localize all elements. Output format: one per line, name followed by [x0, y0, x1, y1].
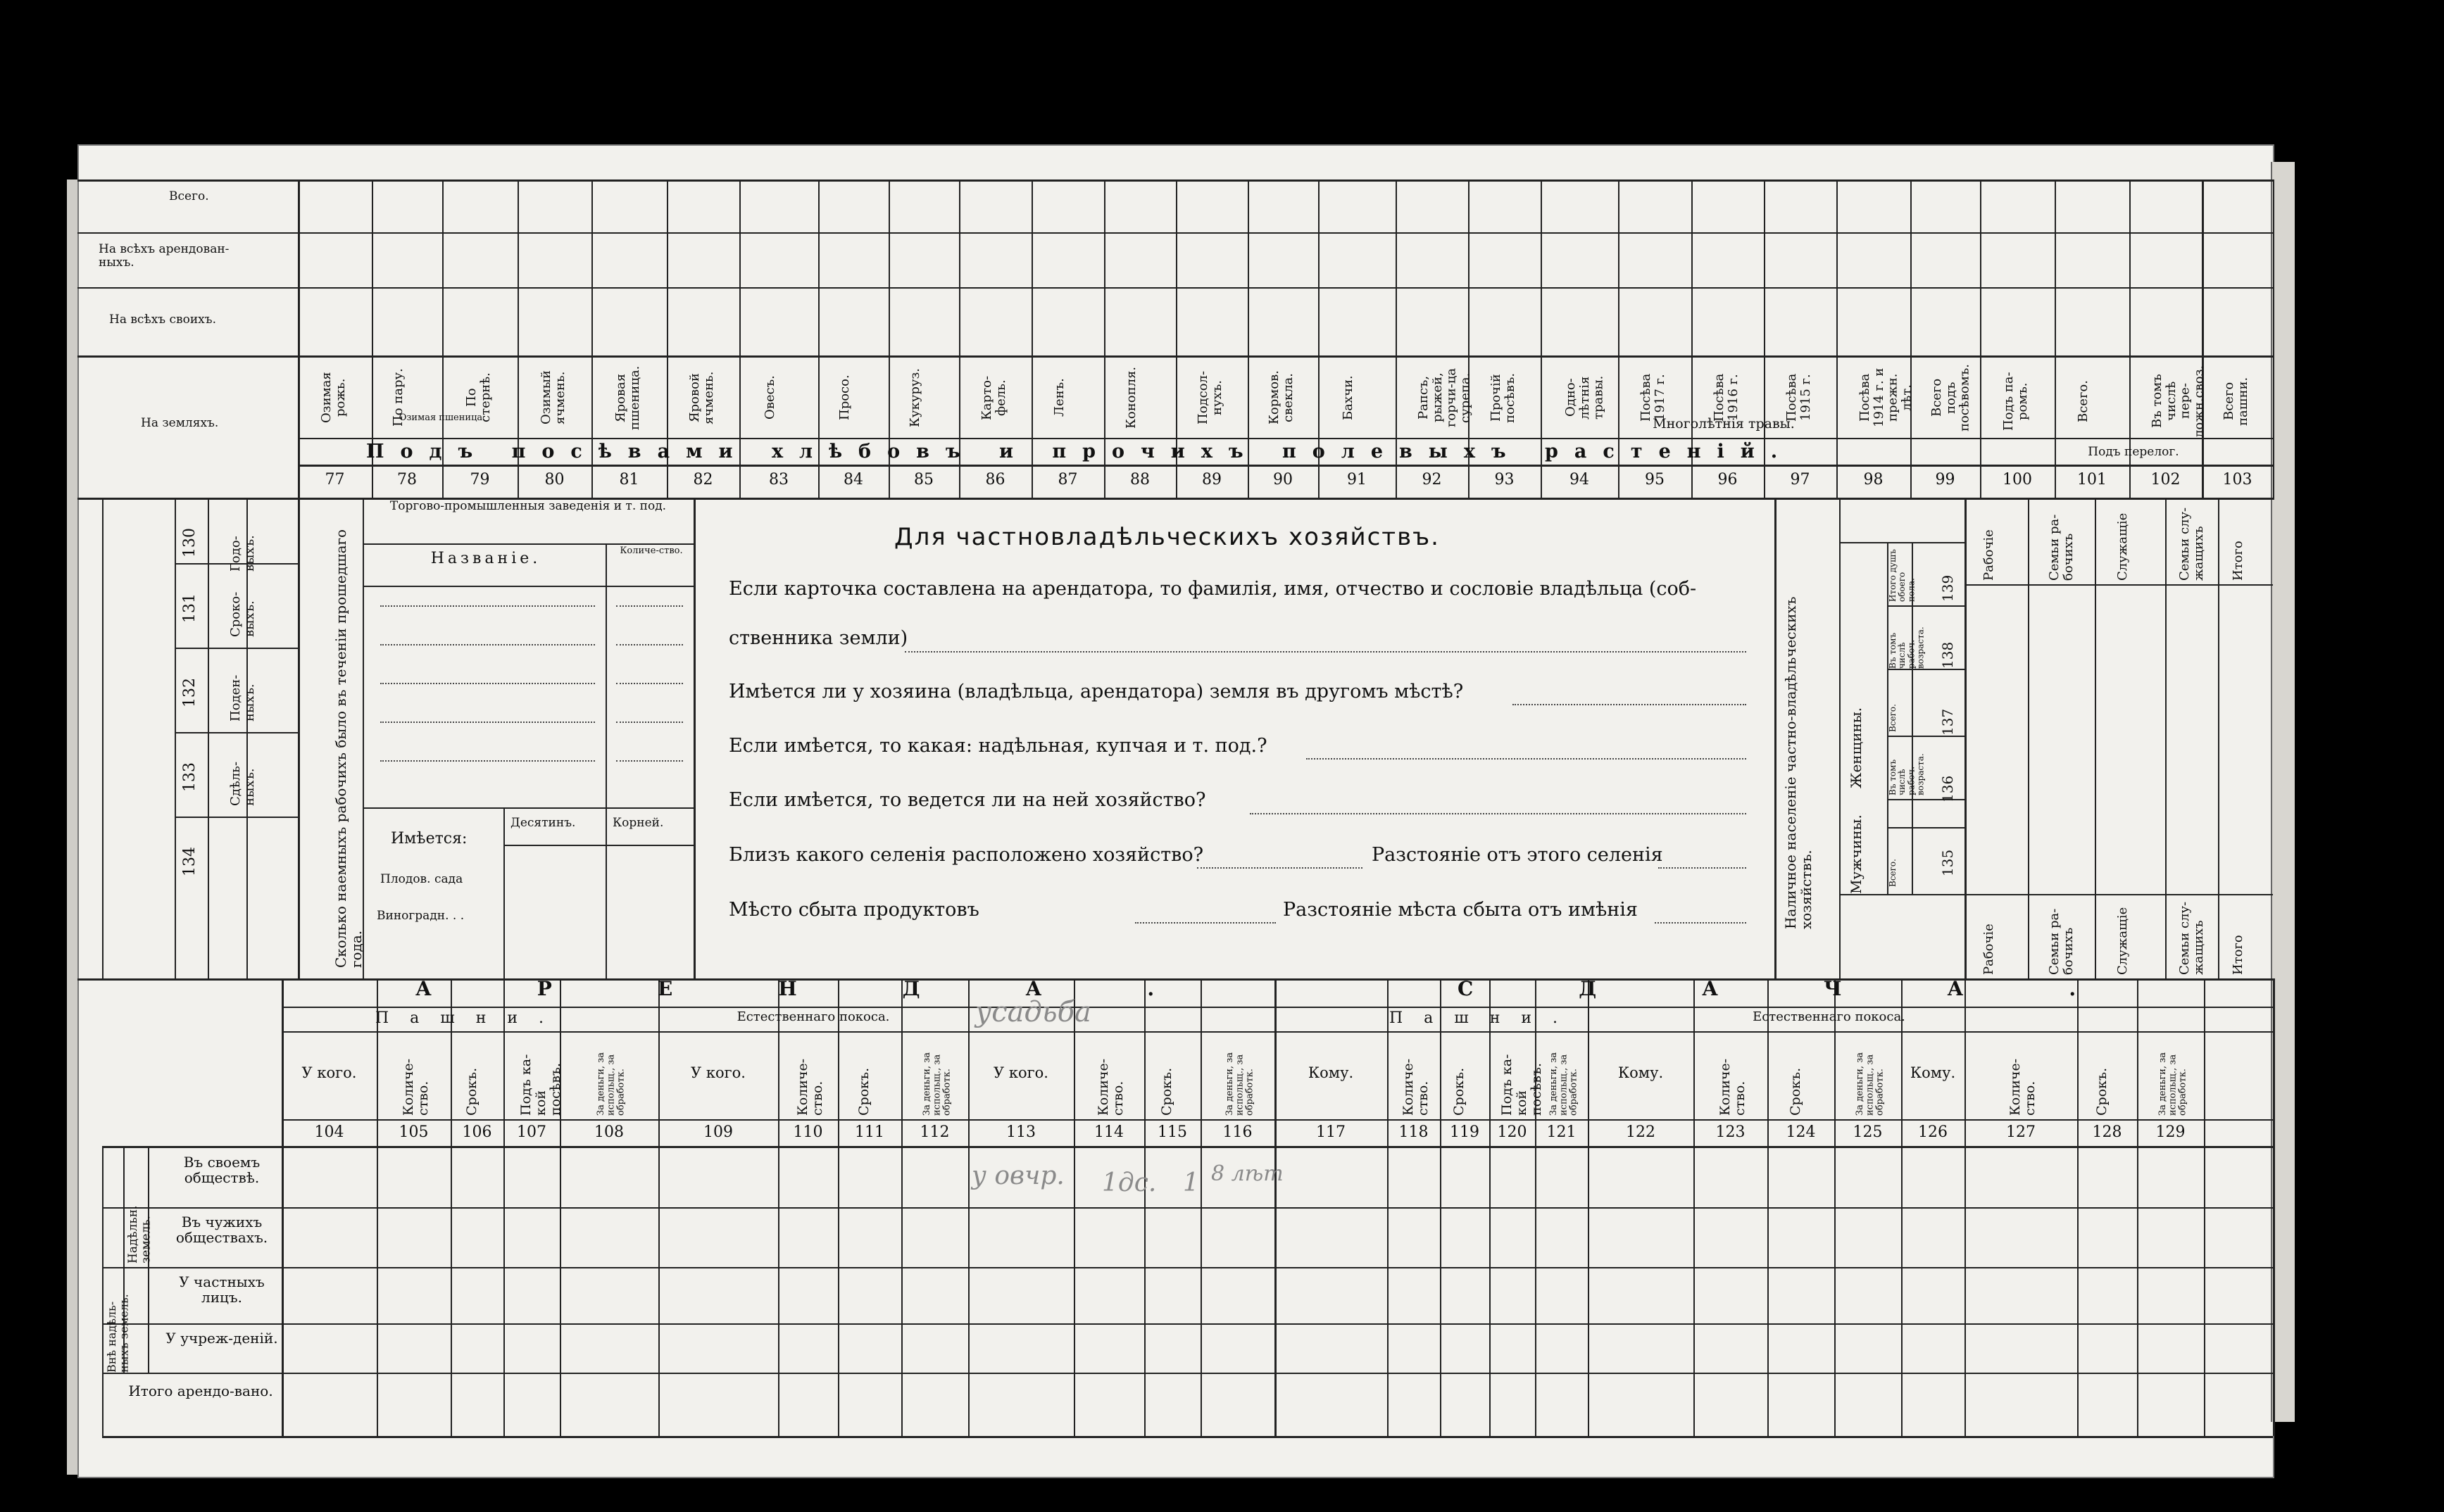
trade-line	[616, 683, 683, 684]
column-number: 86	[985, 471, 1005, 489]
crop-header: Кормов. свекла.	[1267, 370, 1296, 425]
rule-line	[1836, 179, 1838, 498]
rule-line	[1964, 498, 1967, 978]
lease-column-header: Срокъ.	[1451, 1067, 1467, 1116]
crop-header: Озимая рожь.	[318, 372, 348, 424]
worker-column-number: 131	[181, 593, 199, 623]
lease-column-header: Подъ ка-кой посѣвъ.	[518, 1054, 563, 1116]
handwritten-value-3: 1	[1183, 1168, 1199, 1197]
crop-header: Одно-лѣтнія травы.	[1563, 375, 1606, 420]
rule-line	[694, 498, 696, 978]
column-number: 118	[1398, 1123, 1429, 1141]
column-number: 128	[2092, 1123, 2122, 1141]
occupation-header: Рабочіе	[1981, 529, 1996, 581]
row-label: Въ чужихъ обществахъ.	[175, 1214, 268, 1246]
rule-line	[2028, 498, 2029, 978]
rule-line	[1774, 498, 1776, 978]
rule-line	[298, 498, 300, 978]
q5b: Разстояніе отъ этого селенія	[1372, 844, 1663, 866]
answer-line	[1197, 867, 1362, 869]
lease-group-header: Пашни.	[1389, 1009, 1579, 1027]
column-number: 122	[1626, 1123, 1655, 1141]
lease-column-header: У кого.	[994, 1064, 1048, 1081]
rule-line	[363, 543, 694, 545]
rule-line	[298, 179, 300, 498]
column-number: 91	[1347, 471, 1367, 489]
rule-line	[1964, 894, 2273, 895]
column-number: 89	[1202, 471, 1222, 489]
q1b: ственника земли)	[729, 627, 908, 649]
worker-type-label: Сроко-выхъ.	[228, 591, 257, 637]
crop-header: По стернѣ.	[463, 372, 493, 423]
rule-line	[2273, 179, 2274, 498]
column-number: 101	[2077, 471, 2107, 489]
plodov-sada-label: Плодов. сада	[380, 872, 463, 886]
rule-line	[102, 1436, 2273, 1438]
sown-band: Подъ посѣвами хлѣбовъ и прочихъ полевыхъ растеній.	[366, 441, 1794, 462]
q1a: Если карточка составлена на арендатора, то фамилія, имя, отчество и сословіе владѣльца (соб-	[729, 578, 1697, 600]
crop-header: Посѣва 1917 г.	[1638, 373, 1667, 422]
column-number: 103	[2222, 471, 2252, 489]
crop-header: Овесъ.	[763, 375, 777, 420]
lease-column-header: Срокъ.	[2093, 1067, 2110, 1116]
column-number: 100	[2003, 471, 2032, 489]
crop-header: Бахчи.	[1341, 375, 1355, 420]
answer-line	[1306, 758, 1746, 760]
worker-type-label: Поден-ныхъ.	[228, 674, 257, 722]
crop-header: По пару.	[391, 368, 406, 427]
column-number: 120	[1497, 1123, 1527, 1141]
rule-line	[2218, 498, 2219, 978]
rule-line	[208, 498, 209, 978]
crop-header: Конопля.	[1124, 366, 1139, 429]
q3: Если имѣется, то какая: надѣльная, купчая и т. под.?	[729, 735, 1267, 757]
column-number: 121	[1546, 1123, 1577, 1141]
rule-line	[298, 438, 2273, 439]
lease-column-header: Кому.	[1617, 1064, 1664, 1081]
rule-line	[1887, 605, 1964, 607]
handwritten-value-4: 8 лѣт	[1211, 1161, 1284, 1186]
rule-line	[102, 1207, 2273, 1209]
worker-type-label: Сдѣль-ныхъ.	[228, 761, 257, 806]
column-number: 117	[1316, 1123, 1346, 1141]
q6: Мѣсто сбыта продуктовъ	[729, 899, 979, 921]
column-number: 102	[2150, 471, 2181, 489]
column-number: 96	[1717, 471, 1738, 489]
muzhchiny-label: Мужчины.	[1848, 814, 1865, 894]
rule-line	[503, 807, 505, 978]
rule-line	[503, 845, 694, 846]
sdacha-title: СДАЧА.	[1458, 977, 2182, 1000]
rule-line	[102, 1373, 2273, 1374]
column-number: 78	[397, 471, 417, 489]
rule-line	[363, 586, 694, 587]
answer-line	[905, 651, 1746, 653]
rule-line	[363, 807, 694, 809]
lease-column-header: Количе-ство.	[1096, 1058, 1126, 1116]
column-number: 106	[462, 1123, 492, 1141]
trade-line	[616, 644, 683, 645]
column-number: 92	[1422, 471, 1442, 489]
column-number: 110	[793, 1123, 823, 1141]
row-label-svoikh: На всѣхъ своихъ.	[109, 313, 216, 327]
lease-column-header: Срокъ.	[856, 1067, 872, 1116]
column-number: 99	[1935, 471, 1955, 489]
rule-line	[175, 648, 298, 649]
q5: Близъ какого селенія расположено хозяйство?	[729, 844, 1204, 866]
occupation-footer: Семьи ра-бочихъ	[2046, 908, 2076, 975]
population-column-number: 136	[1939, 775, 1956, 802]
pod-perelog-header: Подъ перелог.	[2088, 445, 2179, 459]
nazvanie-header: Названіе.	[430, 550, 541, 567]
column-number: 95	[1645, 471, 1665, 489]
q2: Имѣется ли у хозяина (владѣльца, арендатора) земля въ другомъ мѣстѣ?	[729, 681, 1464, 703]
rule-line	[1839, 894, 1964, 895]
column-number: 94	[1569, 471, 1589, 489]
crop-header: Всего подъ посѣвомъ.	[1929, 364, 1972, 431]
rule-line	[102, 1146, 2273, 1148]
rule-line	[2055, 179, 2056, 498]
rule-line	[2273, 978, 2275, 1436]
column-number: 107	[517, 1123, 546, 1141]
land-header: Подъ па-ромъ.	[2001, 372, 2030, 431]
rule-line	[175, 732, 298, 733]
rule-line	[298, 465, 2273, 467]
crop-header: Посѣва 1915 г.	[1784, 373, 1813, 422]
column-number: 79	[470, 471, 490, 489]
answer-line	[1658, 867, 1746, 869]
population-vertical-label: Наличное населеніе частно-владѣльческихъ хозяйствъ.	[1782, 596, 1815, 929]
answer-line	[1250, 813, 1746, 814]
population-subheader: Итого душъ обоего пола.	[1888, 549, 1917, 602]
column-number: 87	[1058, 471, 1078, 489]
trade-line	[616, 760, 683, 762]
arenda-title: АРЕНДА.	[415, 977, 1260, 1000]
rule-line	[1910, 179, 1912, 498]
column-number: 115	[1158, 1123, 1187, 1141]
population-subheader: Въ томъ числѣ рабоч. возраста.	[1888, 753, 1926, 795]
rule-line	[2165, 498, 2167, 978]
crop-header: Прочій посѣвъ.	[1488, 372, 1517, 423]
handwritten-usadba: усадьба	[975, 996, 1091, 1028]
population-column-number: 139	[1939, 574, 1956, 602]
lease-column-header: Срокъ.	[463, 1067, 480, 1116]
column-number: 123	[1715, 1123, 1746, 1141]
row-label: Въ своемъ обществѣ.	[183, 1154, 261, 1186]
korney-header: Корней.	[613, 816, 664, 830]
lease-column-header: Подъ ка-кой посѣвъ.	[1498, 1054, 1544, 1116]
row-label: У учреж-деній.	[165, 1330, 278, 1347]
lease-column-header: Кому.	[1308, 1064, 1354, 1081]
rule-line	[102, 1146, 104, 1436]
column-number: 119	[1450, 1123, 1479, 1141]
lease-column-header: За деньги, за испольщ., за обработк.	[1854, 1052, 1886, 1116]
column-number: 124	[1786, 1123, 1816, 1141]
lease-group-header: Естественнаго покоса.	[1753, 1009, 1905, 1024]
occupation-footer: Итого	[2231, 935, 2245, 975]
row-label: Итого арендо-вано.	[128, 1382, 273, 1399]
land-header: Всего пашни.	[2221, 377, 2250, 426]
column-number: 90	[1273, 471, 1293, 489]
imeetsya-label: Имѣется:	[391, 830, 468, 848]
handwritten-value-1: у овчр.	[972, 1161, 1065, 1190]
answer-line	[1512, 704, 1746, 705]
population-column-number: 138	[1939, 641, 1956, 669]
private-farms-title: Для частновладѣльческихъ хозяйствъ.	[894, 523, 1440, 551]
worker-column-number: 130	[181, 528, 199, 557]
population-column-number: 137	[1939, 708, 1956, 736]
column-number: 108	[594, 1123, 624, 1141]
rule-line	[606, 543, 607, 807]
row-label-vsego: Всего.	[169, 189, 209, 203]
row-label: У частныхъ лицъ.	[179, 1273, 265, 1306]
lease-column-header: Срокъ.	[1159, 1067, 1174, 1116]
answer-line	[1135, 922, 1276, 924]
trade-line	[616, 722, 683, 723]
lease-group-header: Пашни.	[375, 1009, 565, 1027]
lease-group-header: Естественнаго покоса.	[737, 1009, 890, 1024]
rule-line	[282, 1031, 2273, 1033]
rule-line	[102, 1323, 2273, 1325]
column-number: 116	[1222, 1123, 1253, 1141]
worker-type-label: Годо-выхъ.	[228, 535, 257, 572]
rule-line	[1839, 542, 1964, 543]
column-number: 93	[1494, 471, 1515, 489]
column-number: 126	[1918, 1123, 1948, 1141]
column-number: 85	[914, 471, 934, 489]
occupation-footer: Служащіе	[2115, 907, 2130, 975]
lease-column-header: Количе-ство.	[794, 1058, 825, 1116]
answer-line	[1655, 922, 1746, 924]
trade-header: Торгово-промышленныя заведенія и т. под.	[389, 499, 667, 513]
lease-column-header: За деньги, за испольщ., за обработк.	[921, 1052, 953, 1116]
column-number: 109	[703, 1123, 733, 1141]
lease-column-header: За деньги, за испольщ., за обработк.	[1548, 1052, 1579, 1116]
population-subheader: Въ томъ числѣ рабоч. возраста.	[1888, 626, 1926, 669]
column-number: 77	[325, 471, 345, 489]
population-subheader: Всего.	[1888, 859, 1898, 887]
rule-line	[282, 1119, 2273, 1121]
lease-column-header: За деньги, за испольщ., за обработк.	[2157, 1052, 2188, 1116]
rule-line	[1964, 584, 2273, 586]
lease-column-header: Количе-ство.	[1400, 1058, 1431, 1116]
column-number: 83	[769, 471, 789, 489]
crop-header: Ленъ.	[1051, 378, 1067, 417]
worker-column-number: 134	[181, 847, 199, 876]
occupation-header: Семьи ра-бочихъ	[2046, 514, 2076, 581]
column-number: 105	[399, 1123, 429, 1141]
population-column-number: 135	[1939, 849, 1956, 876]
lease-column-header: Количе-ство.	[2007, 1058, 2038, 1116]
worker-column-number: 132	[181, 678, 199, 707]
row-group-label: Внѣ надѣль-ныхъ земель.	[105, 1294, 131, 1373]
rule-line	[175, 498, 176, 978]
occupation-footer: Рабочіе	[1981, 924, 1996, 975]
desyatin-header: Десятинъ.	[510, 816, 576, 830]
crop-header: Карто-фель.	[979, 375, 1008, 420]
trade-line	[616, 605, 683, 607]
crop-header: Яровая пшеница.	[613, 365, 642, 430]
occupation-header: Семьи слу-жащихъ	[2176, 507, 2206, 581]
column-number: 112	[920, 1123, 950, 1141]
crop-header: Яровой ячмень.	[687, 371, 716, 424]
vinogradn-label: Виноградн. . .	[377, 909, 465, 923]
land-header: Всего.	[2076, 380, 2091, 422]
trade-line	[380, 683, 595, 684]
rule-line	[102, 1267, 2273, 1268]
column-number: 88	[1130, 471, 1150, 489]
crop-header: Озимый ячмень.	[538, 370, 568, 425]
column-number: 98	[1863, 471, 1884, 489]
rule-line	[2095, 498, 2096, 978]
trade-line	[380, 722, 595, 723]
lease-column-header: За деньги, за испольщ., за обработк.	[596, 1052, 627, 1116]
mnogoletnie-header: Многолѣтнія травы.	[1653, 416, 1795, 431]
occupation-header: Итого	[2231, 541, 2245, 581]
rule-line	[1887, 736, 1964, 737]
row-label-arendovannykh: На всѣхъ арендован- ныхъ.	[99, 242, 230, 270]
crop-header: Подсол-нухъ.	[1196, 370, 1224, 425]
population-subheader: Всего.	[1888, 704, 1898, 732]
trade-line	[380, 644, 595, 645]
trade-line	[380, 605, 595, 607]
column-number: 129	[2155, 1123, 2186, 1141]
trade-line	[380, 760, 595, 762]
row-group-label: Надѣльн. земель.	[126, 1205, 153, 1264]
column-number: 84	[844, 471, 863, 489]
column-number: 127	[2006, 1123, 2036, 1141]
lease-column-header: Количе-ство.	[400, 1058, 431, 1116]
ozimaya-pshenitsa-header: Озимая пшеница.	[399, 412, 486, 423]
crop-header: Рапсъ, рыжей, горчи-ца сурепа.	[1415, 367, 1472, 428]
column-number: 81	[619, 471, 639, 489]
lease-column-header: Срокъ.	[1787, 1067, 1803, 1116]
handwritten-value-2: 1дс.	[1102, 1168, 1157, 1197]
rule-line	[102, 498, 104, 978]
lease-column-header: Количе-ство.	[1717, 1058, 1748, 1116]
crop-header: Кукуруз.	[908, 368, 922, 428]
lease-column-header: Кому.	[1910, 1064, 1956, 1081]
column-number: 104	[314, 1123, 344, 1141]
row-label-na-zemlyakh: На земляхъ.	[141, 416, 219, 430]
rule-line	[1980, 179, 1981, 498]
column-number: 82	[693, 471, 713, 489]
lease-column-header: У кого.	[691, 1064, 746, 1081]
column-number: 125	[1853, 1123, 1883, 1141]
rule-line	[606, 807, 607, 978]
column-number: 114	[1094, 1123, 1124, 1141]
worker-column-number: 133	[181, 762, 199, 792]
rule-line	[175, 817, 298, 818]
column-number: 113	[1006, 1123, 1036, 1141]
zhenshchiny-label: Женщины.	[1848, 707, 1865, 788]
occupation-header: Служащіе	[2115, 512, 2130, 581]
land-header: Въ томъ числѣ пере-ложн.своз.	[2149, 365, 2206, 438]
column-number: 80	[544, 471, 565, 489]
crop-header: Посѣва 1914 г. и прежн. лѣт.	[1857, 367, 1914, 428]
q6b: Разстояніе мѣста сбыта отъ имѣнія	[1283, 899, 1638, 921]
rule-line	[1887, 827, 1964, 829]
lease-column-header: У кого.	[301, 1064, 357, 1081]
column-number: 97	[1790, 471, 1810, 489]
crop-header: Просо.	[837, 374, 852, 421]
occupation-footer: Семьи слу-жащихъ	[2176, 901, 2206, 975]
rule-line	[1839, 498, 1841, 978]
rule-line	[1887, 669, 1964, 670]
crop-header: Посѣва 1916 г.	[1711, 373, 1741, 422]
lease-column-header: За деньги, за испольщ., за обработк.	[1224, 1052, 1255, 1116]
rule-line	[282, 1007, 2273, 1008]
trade-kolichestvo-header: Количе-ство.	[620, 546, 683, 556]
workers-vertical-label: Сколько наемныхъ рабочихъ было въ теченіи прошедшаго года.	[332, 529, 365, 968]
q4: Если имѣется, то ведется ли на ней хозяйство?	[729, 789, 1206, 811]
column-number: 111	[855, 1123, 884, 1141]
